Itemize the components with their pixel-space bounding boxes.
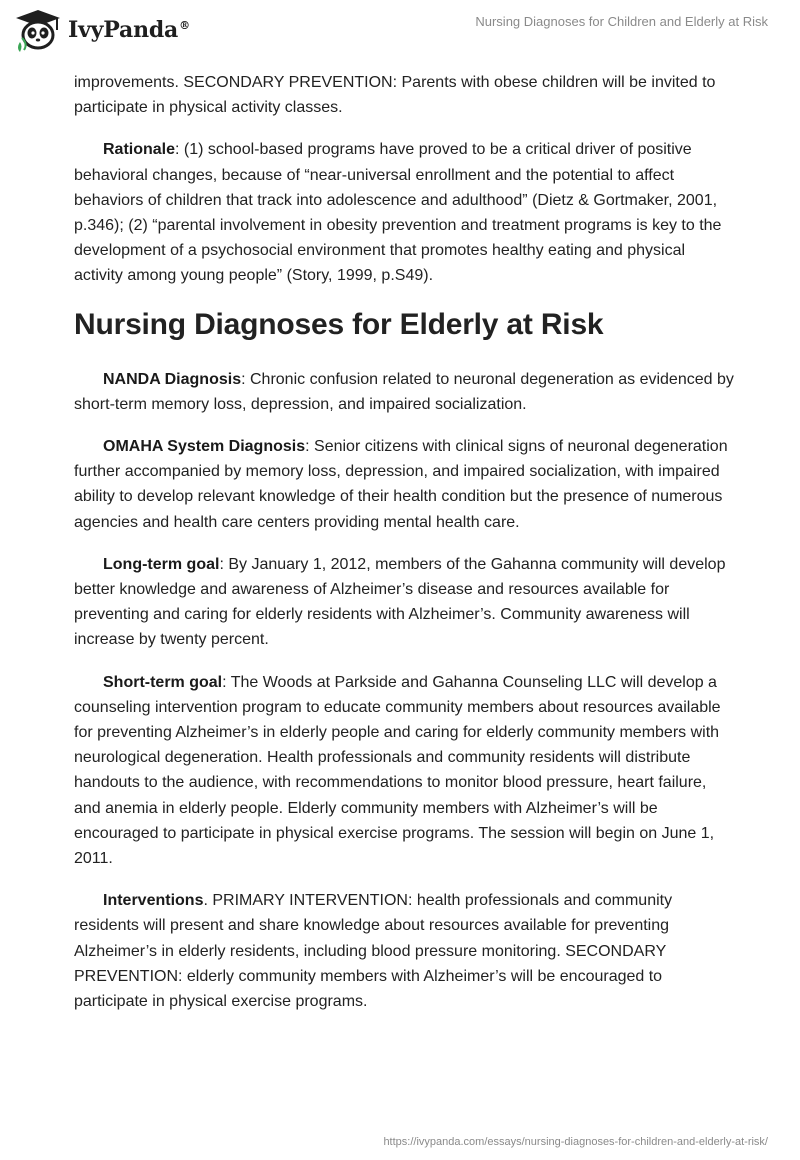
paragraph-rationale xyxy=(74,137,734,288)
source-url-link[interactable]: https://ivypanda.com/essays/nursing-diagnoses-for-children-and-elderly-at-risk/ xyxy=(383,1136,768,1148)
paragraph-continued: improvements. SECONDARY PREVENTION: Parents with obese children will be invited to participate in physical activity classes. xyxy=(74,74,716,117)
paragraph-short-term-goal xyxy=(74,670,734,872)
omaha-label: OMAHA System Diagnosis xyxy=(103,438,306,456)
panda-graduate-icon xyxy=(14,8,62,52)
page-header xyxy=(0,0,800,60)
interventions-text: . PRIMARY INTERVENTION: health professionals and community residents will present and share knowledge about resources available for preventing Alzheimer’s in elderly residents, including blood pressure monitoring. SECONDARY PREVENTION: elderly community members with Alzheimer’s will be encouraged to participate in physical exercise programs. xyxy=(74,892,673,1011)
interventions-label: Interventions xyxy=(103,892,204,910)
brand-name: IvyPanda® xyxy=(68,17,190,43)
long-term-goal-label: Long-term goal xyxy=(103,555,220,573)
paragraph-interventions xyxy=(74,888,734,1014)
nanda-label: NANDA Diagnosis xyxy=(103,370,242,388)
paragraph-omaha xyxy=(74,434,734,535)
section-heading: Nursing Diagnoses for Elderly at Risk xyxy=(74,307,604,341)
paragraph-long-term-goal xyxy=(74,552,734,653)
nanda-text: : Chronic confusion related to neuronal degeneration as evidenced by short-term memory loss, depression, and impaired socialization. xyxy=(74,370,734,413)
short-term-goal-label: Short-term goal xyxy=(103,673,223,691)
rationale-label: Rationale xyxy=(103,141,176,159)
document-title: Nursing Diagnoses for Children and Elderly at Risk xyxy=(475,14,768,29)
paragraph-nanda xyxy=(74,367,734,417)
omaha-text: : Senior citizens with clinical signs of neuronal degeneration further accompanied by memory loss, depression, and impaired socialization, with impaired ability to develop relevant knowledge of their health condition but the presence of numerous agencies and health care centers providing mental health care. xyxy=(74,438,728,531)
ivypanda-logo-link[interactable] xyxy=(14,8,190,52)
rationale-text: : (1) school-based programs have proved to be a critical driver of positive behavioral changes, because of “near-universal enrollment and the potential to affect behaviors of children that track into adolescence and adulthood” (Dietz & Gortmaker, 2001, p.346); (2) “parental involvement in obesity prevention and treatment programs is key to the development of a psychosocial environment that promotes healthy eating and physical activity among young people” (Story, 1999, p.S49). xyxy=(74,141,722,285)
essay-body xyxy=(74,70,734,1031)
long-term-goal-text: : By January 1, 2012, members of the Gahanna community will develop better knowledge and awareness of Alzheimer’s disease and resources available for preventing and caring for elderly residents with Alzheimer’s. Community awareness will increase by twenty percent. xyxy=(74,555,726,649)
short-term-goal-text: : The Woods at Parkside and Gahanna Counseling LLC will develop a counseling intervention program to educate community members about resources available for preventing Alzheimer’s in elderly people and caring for elderly community members with neurological degeneration. Health professionals and community residents will distribute handouts to the audience, with recommendations to monitor blood pressure, heart failure, and anemia in elderly people. Elderly community members with Alzheimer’s will be encouraged to participate in physical exercise programs. The session will begin on June 1, 2011. xyxy=(74,673,721,868)
